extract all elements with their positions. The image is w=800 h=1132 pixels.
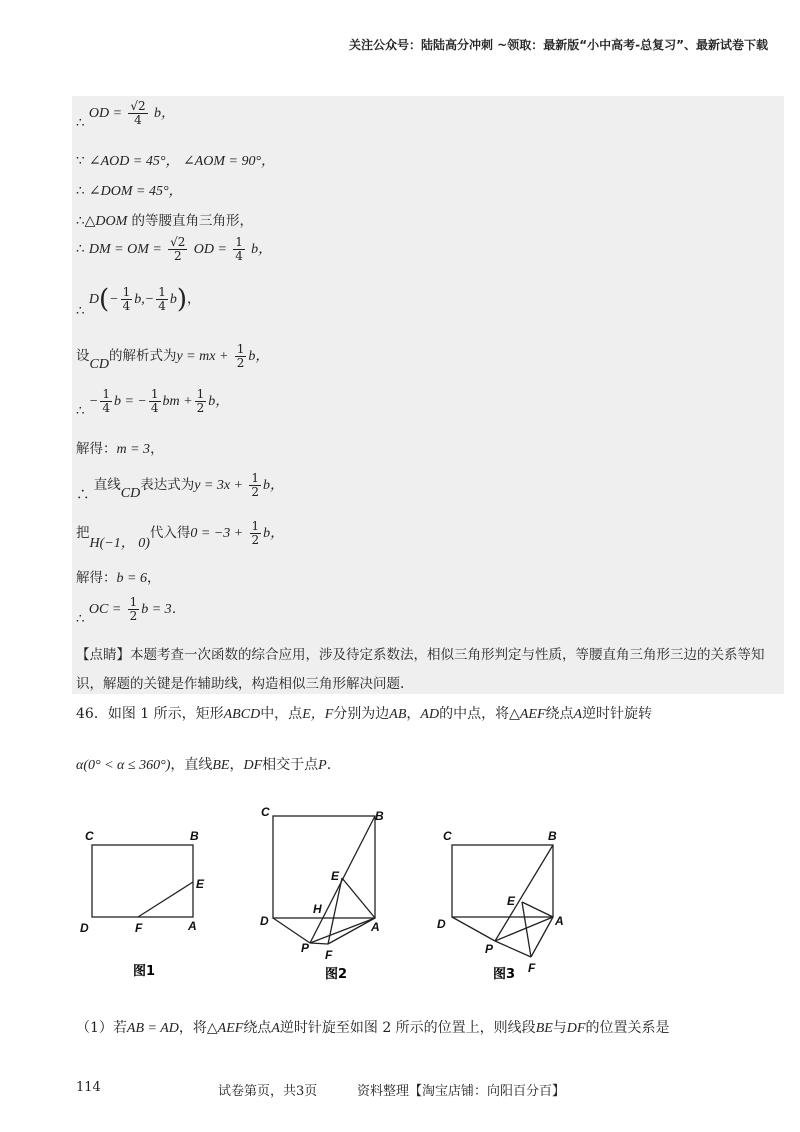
label-c: C	[85, 829, 94, 843]
math-expr: P	[318, 758, 327, 773]
text: ，	[150, 441, 164, 457]
line-ea	[522, 902, 553, 917]
frac-numerator: 1	[122, 285, 131, 299]
solution-line-7	[76, 343, 269, 370]
frac-numerator: 1	[129, 595, 138, 609]
figure-3	[435, 820, 575, 985]
math-expr: △AEF	[509, 707, 546, 722]
math-expr: b = 6	[116, 571, 147, 586]
math-expr: ∠DOM = 45°，	[88, 184, 183, 199]
solution-line-6: ∴ D(− $\frac{1}{4}$ b,− $\frac{1}{4}$ b)，	[76, 284, 201, 319]
label-b: B	[375, 809, 384, 823]
key-point-note: 【点睛】本题考查一次函数的综合应用，涉及待定系数法，相似三角形判定与性质，等腰直角三角形三边的关系等知识，解题的关键是作辅助线，构造相似三角形解决问题.	[76, 647, 765, 692]
text: .	[326, 757, 332, 773]
sub-question-1	[76, 1017, 669, 1037]
frac-numerator: 1	[251, 471, 260, 485]
math-expr: b = −	[113, 394, 147, 409]
therefore-sign: ∴	[76, 487, 90, 503]
frac-denominator: 4	[134, 113, 142, 127]
text: 直线	[93, 477, 121, 493]
page-number: 114	[76, 1080, 101, 1095]
math-expr: b，	[248, 349, 270, 364]
text: 46．如图 1 所示，矩形	[76, 706, 224, 722]
therefore-sign: ∴	[76, 115, 85, 131]
frac-denominator: 2	[251, 533, 260, 547]
text: 与	[552, 1020, 567, 1036]
line-be	[495, 845, 553, 941]
label-a: A	[188, 919, 197, 933]
frac-denominator: 2	[173, 249, 182, 263]
label-d: D	[80, 921, 89, 935]
math-expr: m = 3	[116, 442, 151, 457]
solution-line-5	[76, 236, 272, 263]
math-expr: y = 3x +	[194, 478, 244, 493]
question-line-2	[76, 754, 331, 774]
text: 表达式为	[140, 477, 195, 493]
line-dp	[452, 917, 495, 941]
math-expr: b	[169, 292, 177, 307]
frac-denominator: 4	[235, 249, 243, 263]
frac-denominator: 4	[102, 401, 110, 415]
math-expr: 0 = −3 +	[190, 526, 244, 541]
solution-line-3	[76, 180, 183, 200]
text: 设	[76, 348, 90, 364]
label-f: F	[135, 921, 143, 935]
therefore-sign: ∴	[76, 213, 85, 229]
text: ，	[229, 757, 244, 773]
math-expr: b，	[208, 394, 230, 409]
label-b: B	[190, 829, 199, 843]
text: ，将	[178, 1020, 207, 1036]
line-ef	[328, 878, 342, 944]
label-b: B	[548, 829, 557, 843]
frac-numerator: 1	[196, 387, 205, 401]
label-h: H	[313, 902, 322, 916]
therefore-sign: ∴	[76, 303, 85, 319]
label-p: P	[301, 941, 310, 955]
frac-numerator: √2	[170, 235, 186, 249]
label-e: E	[331, 869, 340, 883]
math-expr: H(−1， 0)	[89, 536, 150, 551]
label-d: D	[437, 917, 446, 931]
left-paren: (	[99, 284, 110, 315]
frac-denominator: 4	[150, 401, 159, 415]
math-expr: DF	[566, 1021, 586, 1036]
math-expr: △DOM	[84, 214, 128, 229]
solution-line-4	[76, 209, 253, 230]
math-expr: b = 3．	[141, 602, 186, 617]
frac-denominator: 4	[158, 299, 166, 313]
math-expr: ∠AOD = 45°， ∠AOM = 90°，	[88, 154, 276, 169]
text: 的位置关系是	[585, 1020, 670, 1036]
figure-1-caption: 图1	[133, 964, 156, 979]
solution-line-12	[76, 566, 160, 587]
fraction	[149, 388, 161, 415]
math-expr: b，	[153, 106, 175, 121]
text: ，直线	[170, 757, 213, 773]
figure-1	[75, 820, 225, 985]
math-expr: D	[88, 292, 100, 307]
fraction	[233, 236, 245, 263]
math-expr: b，	[251, 242, 273, 257]
line-pa	[310, 918, 375, 943]
text: 分别为边	[333, 706, 390, 722]
math-expr: α(0° < α ≤ 360°)	[76, 758, 171, 773]
math-expr: CD	[120, 486, 141, 501]
label-p: P	[485, 942, 494, 956]
frac-numerator: 1	[158, 285, 166, 299]
fraction	[249, 472, 261, 499]
math-expr: AB = AD	[126, 1021, 179, 1036]
frac-numerator: 1	[251, 519, 260, 533]
frac-numerator: 1	[236, 342, 245, 356]
page-header: 关注公众号：陆陆高分冲刺 ~领取：最新版“小中高考-总复习”、最新试卷下载	[349, 38, 768, 52]
therefore-sign: ∴	[76, 403, 85, 419]
therefore-sign: ∴	[76, 611, 85, 627]
solution-line-1	[76, 99, 175, 131]
frac-numerator: 1	[102, 387, 110, 401]
math-expr: y = mx +	[176, 349, 229, 364]
frac-numerator: √2	[130, 99, 146, 113]
footer-source: 资料整理【淘宝店铺：向阳百分百】	[357, 1084, 566, 1099]
math-expr: b,−	[134, 292, 155, 307]
text: 绕点	[545, 706, 574, 722]
text: 逆时针旋转	[582, 706, 653, 722]
label-d: D	[260, 914, 269, 928]
solution-line-9	[76, 437, 164, 458]
text: ，	[406, 706, 421, 722]
footer-page-info: 试卷第页，共3页	[218, 1084, 318, 1099]
text: ，	[146, 570, 161, 586]
text: 的解析式为	[108, 348, 177, 364]
line-pf	[310, 943, 328, 944]
figure-2	[255, 800, 395, 985]
fraction	[100, 388, 112, 415]
text: 的中点，将	[439, 706, 510, 722]
math-expr: b，	[263, 478, 285, 493]
frac-denominator: 2	[251, 485, 260, 499]
frac-denominator: 2	[236, 356, 245, 370]
fraction	[156, 286, 168, 313]
label-a: A	[555, 914, 564, 928]
text: 绕点	[243, 1020, 272, 1036]
text: 把	[76, 525, 90, 541]
label-e: E	[507, 894, 516, 908]
label-a: A	[371, 920, 380, 934]
text: 逆时针旋至如图 2 所示的位置上，则线段	[279, 1020, 536, 1036]
math-expr: b，	[263, 526, 285, 541]
rectangle-abcd	[452, 845, 553, 917]
math-expr: AB	[389, 707, 407, 722]
figure-3-caption: 图3	[493, 967, 516, 982]
fraction	[121, 286, 133, 313]
label-c: C	[261, 805, 270, 819]
math-expr: OC =	[88, 602, 122, 617]
fraction	[128, 100, 147, 127]
math-expr: DM = OM =	[88, 242, 162, 257]
right-paren: )	[176, 284, 188, 315]
rectangle-abcd	[92, 845, 193, 917]
frac-numerator: 1	[235, 235, 243, 249]
line-dp	[273, 918, 310, 943]
solution-line-10	[76, 471, 285, 503]
math-expr: ABCD	[223, 707, 261, 722]
label-c: C	[443, 829, 452, 843]
question-line-1	[76, 703, 652, 723]
fraction	[195, 388, 207, 415]
line-pa	[495, 917, 553, 941]
math-expr: CD	[89, 357, 109, 372]
solution-line-2	[76, 150, 275, 170]
square-abcd	[273, 816, 375, 918]
text: 的等腰直角三角形，	[131, 213, 254, 229]
label-f: F	[325, 948, 333, 962]
figure-2-caption: 图2	[325, 967, 348, 982]
math-expr: DF	[243, 758, 263, 773]
frac-denominator: 2	[196, 401, 205, 415]
frac-denominator: 2	[129, 609, 138, 623]
math-expr: △AEF	[206, 1021, 244, 1036]
math-expr: OD =	[88, 106, 123, 121]
because-sign: ∵	[76, 153, 85, 169]
label-e: E	[196, 877, 205, 891]
solution-line-8: ∴ − $\frac{1}{4}$ b = − $\frac{1}{4}$ bm + $\frac{1}{2}$ b，	[76, 387, 230, 419]
math-expr: OD =	[193, 242, 227, 257]
math-expr: BE	[535, 1021, 553, 1036]
line-ea	[342, 878, 375, 918]
text: 中，点	[260, 706, 303, 722]
fraction	[235, 343, 247, 370]
line-pf	[495, 941, 531, 957]
solution-line-11	[76, 519, 285, 551]
text: 解得：	[76, 441, 117, 457]
therefore-sign: ∴	[76, 183, 85, 199]
math-expr: A	[573, 707, 583, 722]
math-expr: A	[271, 1021, 280, 1036]
line-fa	[531, 917, 553, 957]
label-f: F	[528, 961, 536, 975]
text: 解得：	[76, 570, 117, 586]
segment-ef	[138, 882, 193, 917]
math-expr: bm +	[162, 394, 193, 409]
fraction	[168, 236, 187, 263]
text: （1）若	[76, 1020, 127, 1036]
therefore-sign: ∴	[76, 241, 85, 257]
fraction	[128, 596, 140, 623]
math-expr: BE	[212, 758, 230, 773]
solution-line-13	[76, 595, 186, 627]
frac-numerator: 1	[150, 387, 159, 401]
line-fa	[328, 918, 375, 944]
math-expr: AD	[420, 707, 440, 722]
text: 相交于点	[262, 757, 319, 773]
math-expr: E，F	[302, 707, 334, 722]
frac-denominator: 4	[122, 299, 131, 313]
text: 代入得	[149, 525, 191, 541]
fraction	[250, 520, 262, 547]
